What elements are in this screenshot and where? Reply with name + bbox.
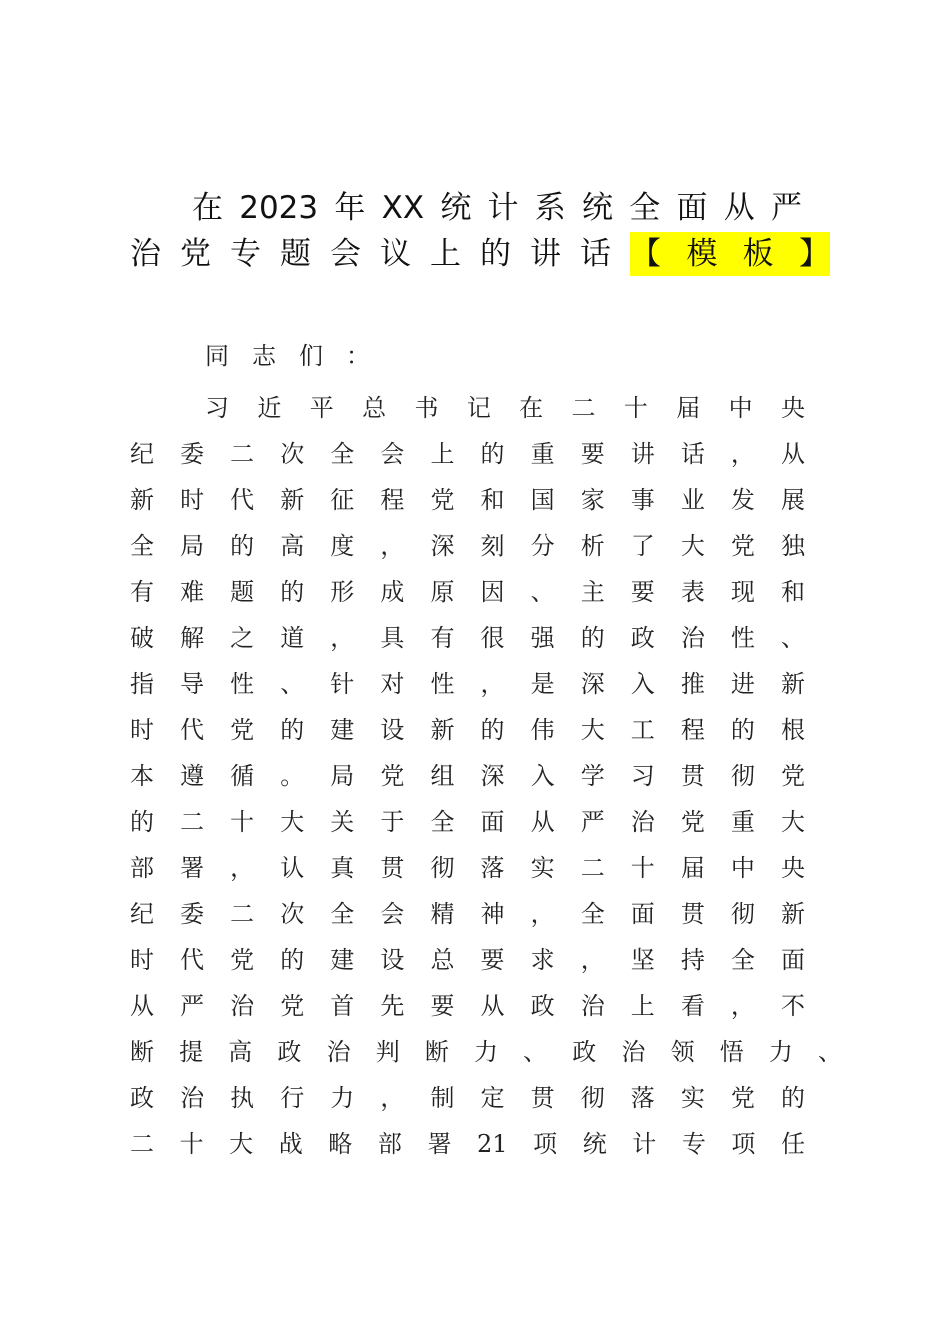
paragraph-line: 本遵循。局党组深入学习贯彻党 — [130, 762, 805, 790]
document-title-line-2 — [130, 232, 830, 276]
paragraph-line: 时代党的建设总要求，坚持全面 — [130, 946, 805, 974]
template-tag-highlight: 【模板】 — [630, 232, 830, 276]
paragraph-line: 的二十大关于全面从严治党重大 — [130, 808, 805, 836]
paragraph-line: 断提高政治判断力、政治领悟力、 — [130, 1038, 842, 1066]
paragraph-line: 指导性、针对性，是深入推进新 — [130, 670, 805, 698]
paragraph-line: 从严治党首先要从政治上看，不 — [130, 992, 805, 1020]
paragraph-line: 纪委二次全会精神，全面贯彻新 — [130, 900, 805, 928]
paragraph-line: 新时代新征程党和国家事业发展 — [130, 486, 805, 514]
paragraph-line: 纪委二次全会上的重要讲话，从 — [130, 440, 805, 468]
paragraph-line: 全局的高度，深刻分析了大党独 — [130, 532, 805, 560]
paragraph-line: 破解之道，具有很强的政治性、 — [130, 624, 805, 652]
paragraph-line: 二十大战略部署21项统计专项任 — [130, 1130, 805, 1158]
greeting: 同志们： — [205, 342, 370, 370]
paragraph-line: 部署，认真贯彻落实二十届中央 — [130, 854, 805, 882]
document-title-main: 治党专题会议上的讲话 — [130, 236, 630, 272]
paragraph-line: 政治执行力，制定贯彻落实党的 — [130, 1084, 805, 1112]
document-title-line-1: 在2023年XX统计系统全面从严 — [192, 190, 802, 226]
paragraph-line: 习近平总书记在二十届中央 — [205, 394, 805, 422]
paragraph-line: 有难题的形成原因、主要表现和 — [130, 578, 805, 606]
paragraph-line: 时代党的建设新的伟大工程的根 — [130, 716, 805, 744]
